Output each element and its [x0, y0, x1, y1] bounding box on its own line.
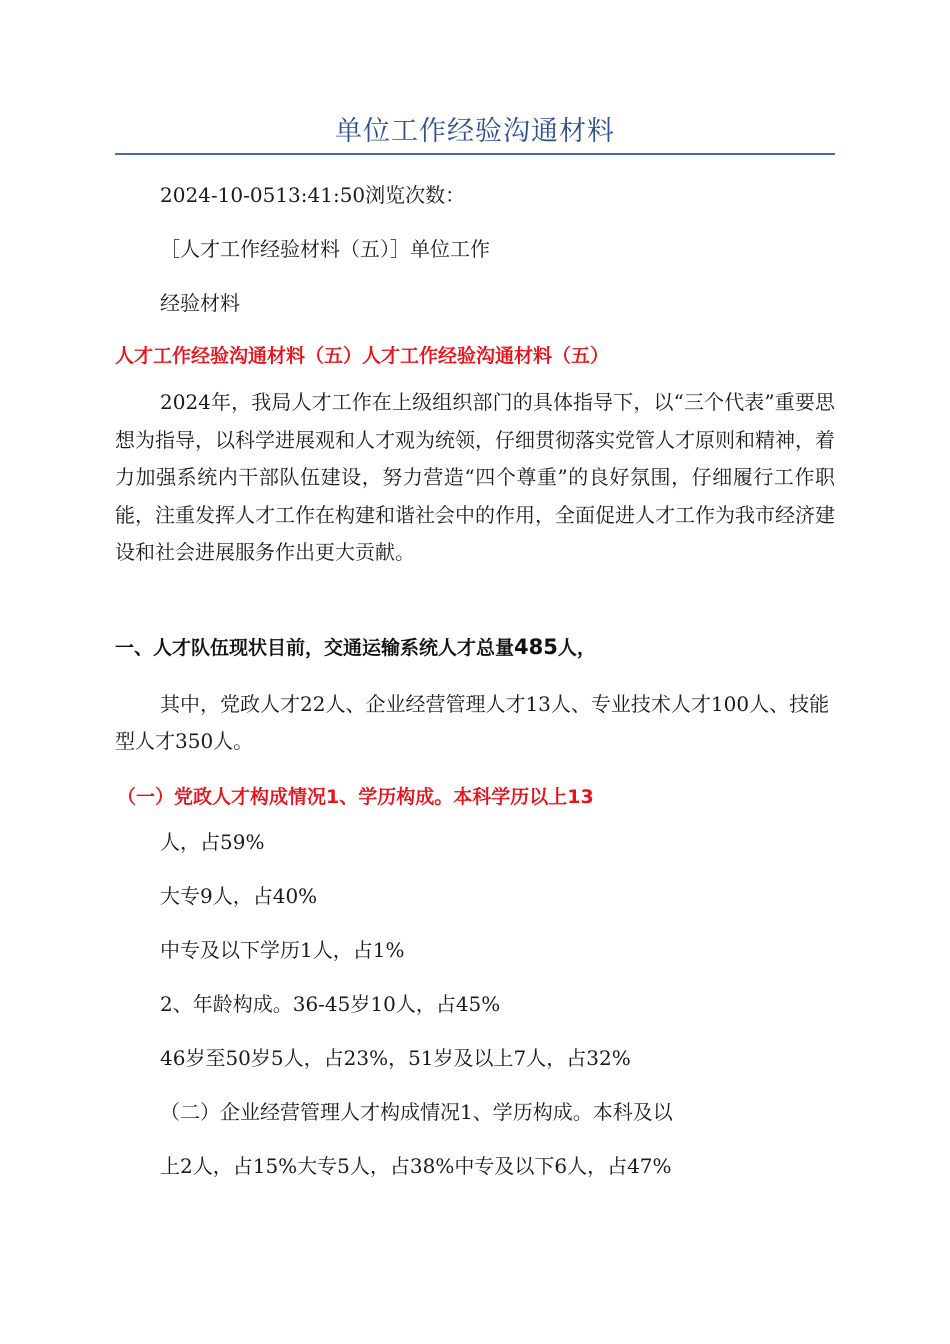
paragraph-1: 2024年，我局人才工作在上级组织部门的具体指导下，以“三个代表”重要思想为指导，以科学进展观和人才观为统领，仔细贯彻落实党管人才原则和精神，着力加强系统内干部队伍建设，努力营造“四个尊重”的良好氛围，仔细履行工作职能，注重发挥人才工作在构建和谐社会中的作用，全面促进人才工作为我市经济建设和社会进展服务作出更大贡献。	[115, 390, 835, 564]
document-title: 单位工作经验沟通材料	[335, 116, 615, 147]
paragraph-2: 其中，党政人才22人、企业经营管理人才13人、专业技术人才100人、技能型人才350人。	[115, 692, 830, 753]
line-c: 中专及以下学历1人，占1%	[160, 938, 405, 962]
red-heading: 人才工作经验沟通材料（五）人才工作经验沟通材料（五）	[115, 345, 610, 367]
section-1-heading	[115, 634, 596, 661]
line-a: 人，占59%	[160, 830, 265, 854]
line-b: 大专9人，占40%	[160, 884, 318, 908]
line-g: 上2人，占15%大专5人，占38%中专及以下6人，占47%	[160, 1154, 672, 1178]
line-d: 2、年龄构成。36-45岁10人，占45%	[160, 992, 501, 1016]
subheading-1: （一）党政人才构成情况1、学历构成。本科学历以上13	[117, 786, 594, 808]
title-underline	[115, 153, 835, 155]
intro-line-2: 经验材料	[160, 291, 240, 315]
section-1-heading-suffix: 人，	[557, 637, 596, 659]
section-1-heading-prefix: 一、人才队伍现状目前，交通运输系统人才总量	[115, 637, 515, 659]
intro-line-1: ［人才工作经验材料（五）］单位工作	[160, 237, 490, 261]
section-1-heading-number: 485	[514, 635, 558, 659]
line-e: 46岁至50岁5人，占23%，51岁及以上7人，占32%	[160, 1046, 631, 1070]
meta-line: 2024-10-0513:41:50浏览次数：	[160, 183, 466, 207]
line-f: （二）企业经营管理人才构成情况1、学历构成。本科及以	[160, 1100, 673, 1124]
